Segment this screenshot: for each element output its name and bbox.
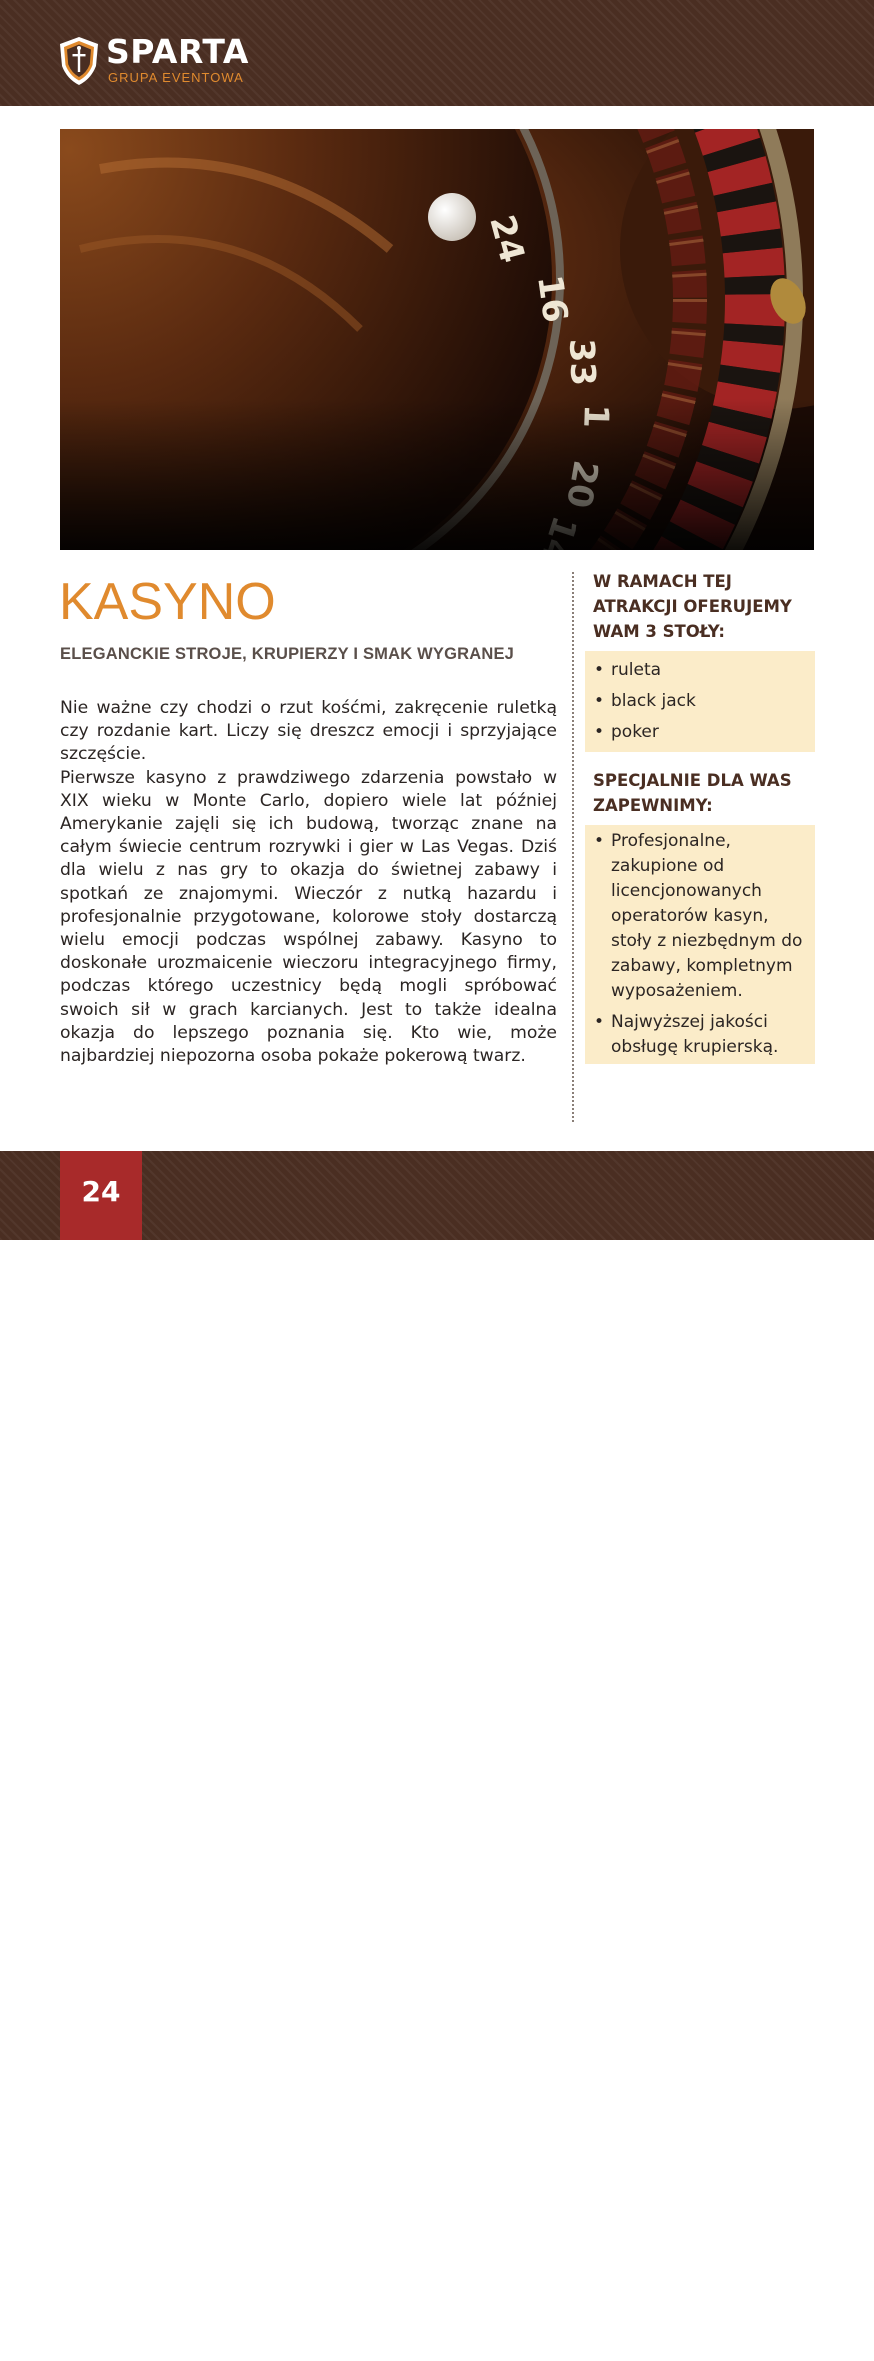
logo-wordmark: SPARTA bbox=[106, 32, 249, 71]
page-number-box bbox=[60, 1151, 142, 1240]
sidebar-heading-services: SPECJALNIE DLA WAS ZAPEWNIMY: bbox=[593, 771, 792, 815]
page-number: 24 bbox=[81, 1175, 121, 1208]
wheel-number: 24 bbox=[481, 210, 533, 268]
wheel-number: 33 bbox=[561, 337, 603, 387]
website-url[interactable]: www.sparta.org.pl bbox=[322, 2323, 628, 2358]
page-subtitle: ELEGANCKIE STROJE, KRUPIERZY I SMAK WYGRANEJ bbox=[60, 645, 515, 663]
sidebar-heading-tables: W RAMACH TEJ ATRAKCJI OFERUJEMY WAM 3 STOŁY: bbox=[593, 572, 792, 641]
shield-sword-icon bbox=[58, 36, 100, 86]
list-item: • ruleta bbox=[591, 655, 807, 686]
list-item: • Profesjonalne, zakupione od licencjonowanych operatorów kasyn, stoły z niezbędnym do zabawy, kompletnym wyposażeniem. bbox=[591, 829, 807, 1004]
sparta-logo[interactable] bbox=[58, 32, 280, 88]
dotted-divider bbox=[572, 572, 574, 1122]
roulette-hero-image bbox=[60, 129, 814, 550]
list-item: • poker bbox=[591, 717, 807, 748]
roulette-ball bbox=[428, 193, 476, 241]
article-paragraph: Nie ważne czy chodzi o rzut kośćmi, zakręcenie ruletką czy rozdanie kart. Liczy się dreszcz emocji i sprzyjające szczęście. bbox=[60, 698, 557, 765]
page-title: KASYNO bbox=[59, 573, 276, 631]
sidebar bbox=[585, 569, 815, 1064]
tables-list-box bbox=[585, 651, 815, 752]
roulette-wheel-illustration bbox=[60, 129, 814, 550]
list-item: • black jack bbox=[591, 686, 807, 717]
services-list-box bbox=[585, 825, 815, 1064]
logo-subtitle: GRUPA EVENTOWA bbox=[108, 70, 244, 85]
list-item: • Najwyższej jakości obsługę krupierską. bbox=[591, 1010, 807, 1060]
header-band bbox=[0, 0, 874, 106]
article-body bbox=[60, 697, 557, 1068]
wheel-number: 16 bbox=[529, 272, 576, 326]
article-paragraph: Pierwsze kasyno z prawdziwego zdarzenia powstało w XIX wieku w Monte Carlo, dopiero wiele lat później Amerykanie zajęli się ich budową, tworząc znane na całym świecie centrum rozrywki i gier w Las Vegas. Dziś dla wielu z nas gry to okazja do świetnej zabawy i spotkań ze znajomymi. Wieczór z nutką hazardu i profesjonalnie przygotowane, kolorowe stoły dostarczą wielu emocji podczas wspólnej zabawy. Kasyno to doskonałe urozmaicenie wieczoru integracyjnego firmy, podczas którego uczestnicy będą mogli spróbować swoich sił w grach karcianych. Jest to także idealna okazja do lepszego poznania się. Kto wie, może najbardziej niepozorna osoba pokaże pokerową twarz. bbox=[60, 767, 557, 1067]
